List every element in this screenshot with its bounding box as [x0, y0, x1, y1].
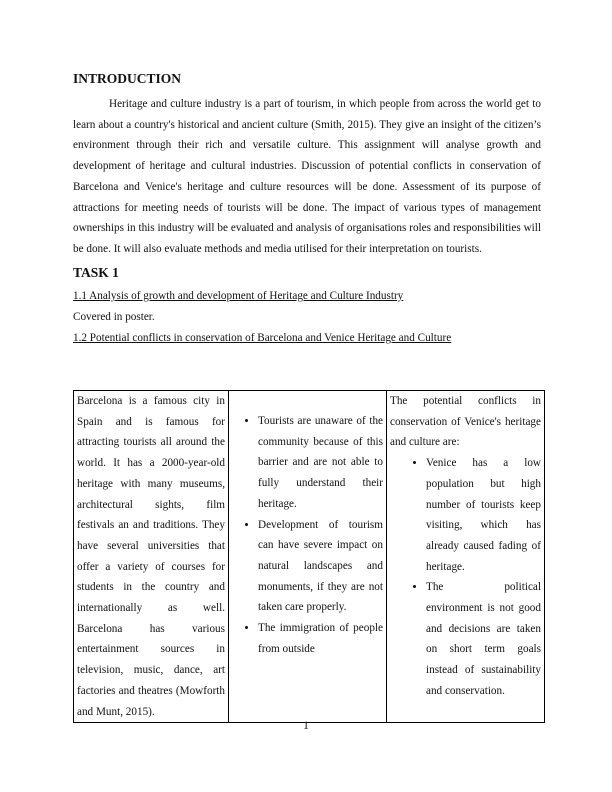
conflicts-table	[73, 390, 545, 723]
page-content	[73, 70, 541, 349]
list-item: • Tourists are unaware of the community because of this barrier and are not able to fully understand their heritage.	[258, 411, 383, 515]
section-1-1-text: Covered in poster.	[73, 310, 155, 323]
list-item: • The political environment is not good and decisions are taken on short term goals instead of sustainability and conservation.	[426, 577, 541, 701]
table-row	[74, 391, 545, 723]
list-item: • The immigration of people from outside	[258, 618, 383, 659]
barcelona-text: Barcelona is a famous city in Spain and is famous for attracting tourists all around the world. It has a 2000-year-old heritage with many museums, architectural sights, film festivals an and traditions. They have several universities that offer a variety of courses for students in the country and internationally as well. Barcelona has various entertainment sources in television, music, dance, art factories and theatres (Mowforth and Munt, 2015).	[77, 395, 225, 718]
barcelona-cell	[74, 391, 229, 723]
section-1-2-title: 1.2 Potential conflicts in conservation of Barcelona and Venice Heritage and Culture	[73, 331, 452, 344]
section-1-1-title: 1.1 Analysis of growth and development of Heritage and Culture Industry	[73, 289, 404, 302]
list-item: • Venice has a low population but high number of tourists keep visiting, which has already caused fading of heritage.	[426, 453, 541, 577]
introduction-heading: INTRODUCTION	[73, 71, 182, 86]
task-heading: TASK 1	[73, 264, 119, 280]
barcelona-conflicts-cell	[229, 391, 387, 723]
introduction-paragraph: Heritage and culture industry is a part of tourism, in which people from across the world get to learn about a country's historical and ancient culture (Smith, 2015). They give an insight of the citizen’s environment through their rich and versatile culture. This assignment will analyse growth and development of heritage and cultural industries. Discussion of potential conflicts in conservation of Barcelona and Venice's heritage and culture resources will be done. Assessment of its purpose of attractions for meeting needs of tourists will be done. The impact of various types of management ownerships in this industry will be evaluated and analysis of organisations roles and responsibilities will be done. It will also evaluate methods and media utilised for their interpretation on tourists.	[73, 98, 541, 255]
venice-conflicts-list	[390, 453, 541, 701]
list-item: • Development of tourism can have severe impact on natural landscapes and monuments, if they are not taken care properly.	[258, 515, 383, 619]
page-number: 1	[303, 720, 309, 732]
barcelona-conflicts-list	[232, 411, 383, 659]
venice-conflicts-cell	[387, 391, 545, 723]
venice-intro-text: The potential conflicts in conservation of Venice's heritage and culture are:	[390, 395, 541, 449]
